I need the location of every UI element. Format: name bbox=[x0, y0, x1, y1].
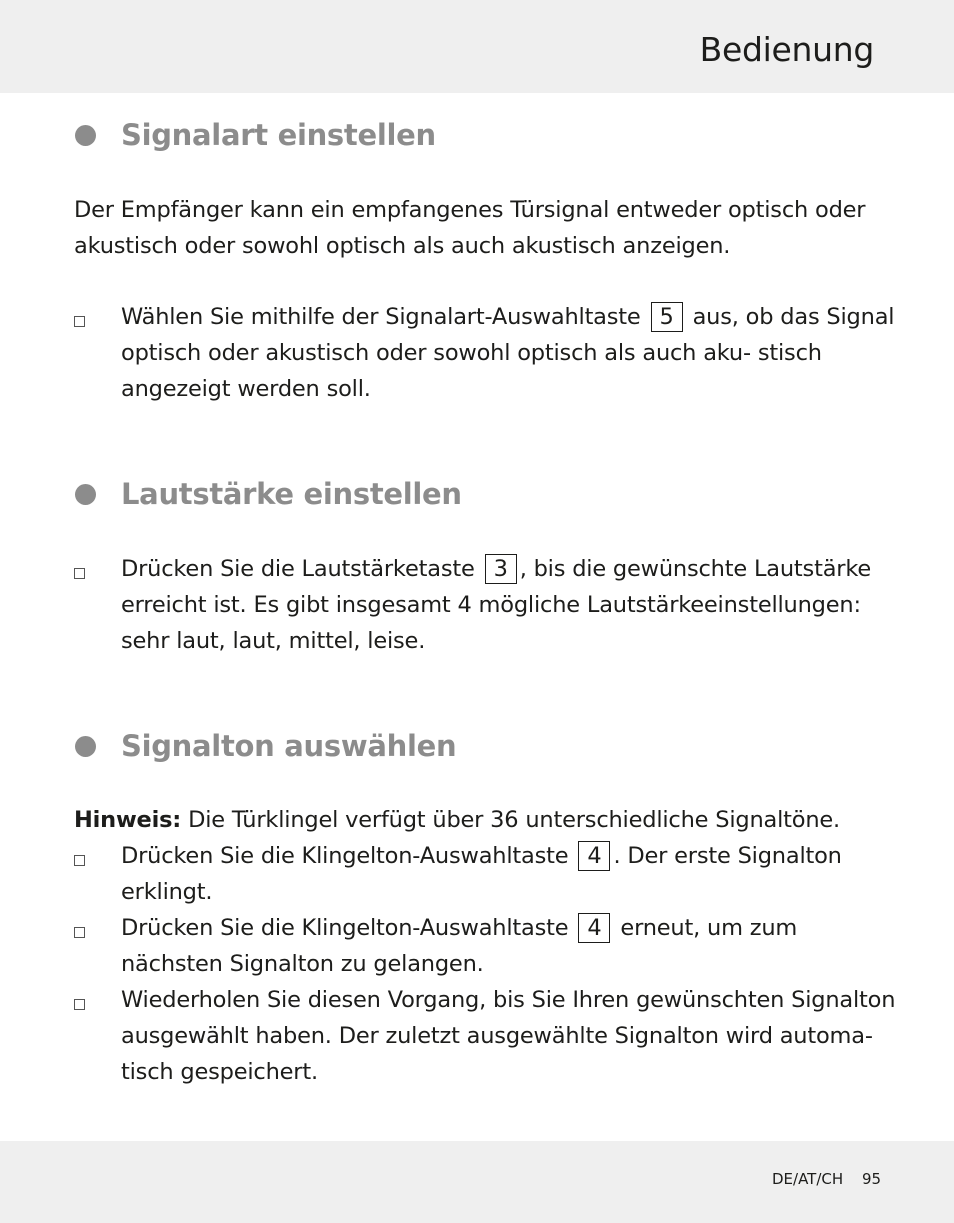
footer-language-codes: DE/AT/CH bbox=[772, 1170, 844, 1188]
list-item bbox=[74, 299, 894, 407]
checkbox-bullet-icon bbox=[74, 999, 85, 1010]
key-reference: 4 bbox=[578, 841, 610, 871]
list-item-text-after: erneut, um zum nächsten Signalton zu gelangen. bbox=[121, 915, 798, 977]
list-item-text bbox=[121, 299, 901, 407]
heading-text: Signalart einstellen bbox=[121, 118, 436, 152]
checkbox-bullet-icon bbox=[74, 855, 85, 866]
list-item-text bbox=[121, 838, 901, 910]
list-item-text-after: aus, ob das Signal optisch oder akustisch oder sowohl optisch als auch aku- stisch angezeigt werden soll. bbox=[121, 304, 895, 402]
list-item-text-before: Wählen Sie mithilfe der Signalart-Auswahltaste bbox=[121, 304, 641, 330]
bullet-dot-icon bbox=[75, 125, 96, 146]
list-item-text-after: , bis die gewünschte Lautstärke erreicht ist. Es gibt insgesamt 4 mögliche Lautstärkeeinstellungen: sehr laut, laut, mittel, leise. bbox=[121, 556, 872, 654]
bullet-dot-icon bbox=[75, 484, 96, 505]
list-item-text bbox=[121, 551, 901, 659]
key-reference: 5 bbox=[651, 302, 683, 332]
section-heading-signalart bbox=[74, 118, 436, 152]
page-number: 95 bbox=[862, 1170, 882, 1188]
list-item-text-before: Drücken Sie die Klingelton-Auswahltaste bbox=[121, 843, 569, 869]
list-item bbox=[74, 910, 894, 982]
list-item bbox=[74, 982, 894, 1090]
heading-text: Lautstärke einstellen bbox=[121, 477, 462, 511]
list-item-text-before: Drücken Sie die Lautstärketaste bbox=[121, 556, 475, 582]
list-item-text-after: . Der erste Signalton erklingt. bbox=[121, 843, 842, 905]
list-item bbox=[74, 551, 894, 659]
key-reference: 3 bbox=[485, 554, 517, 584]
section-heading-lautstaerke bbox=[74, 477, 462, 511]
note-paragraph bbox=[74, 802, 894, 838]
section-heading-signalton bbox=[74, 729, 456, 763]
list-item bbox=[74, 838, 894, 910]
page-title: Bedienung bbox=[699, 30, 874, 69]
list-item-text: Wiederholen Sie diesen Vorgang, bis Sie Ihren gewünschten Signalton ausgewählt haben. Der zuletzt ausgewählte Signalton wird automa- tisch gespeichert. bbox=[121, 987, 896, 1085]
checkbox-bullet-icon bbox=[74, 568, 85, 579]
bullet-dot-icon bbox=[75, 736, 96, 757]
checkbox-bullet-icon bbox=[74, 927, 85, 938]
note-label: Hinweis: bbox=[74, 807, 182, 833]
list-item-text-before: Drücken Sie die Klingelton-Auswahltaste bbox=[121, 915, 569, 941]
intro-paragraph: Der Empfänger kann ein empfangenes Türsignal entweder optisch oder akustisch oder sowohl optisch als auch akustisch anzeigen. bbox=[74, 197, 866, 259]
key-reference: 4 bbox=[578, 913, 610, 943]
note-text: Die Türklingel verfügt über 36 unterschiedliche Signaltöne. bbox=[188, 807, 841, 833]
heading-text: Signalton auswählen bbox=[121, 729, 457, 763]
checkbox-bullet-icon bbox=[74, 316, 85, 327]
list-item-text bbox=[121, 910, 901, 982]
